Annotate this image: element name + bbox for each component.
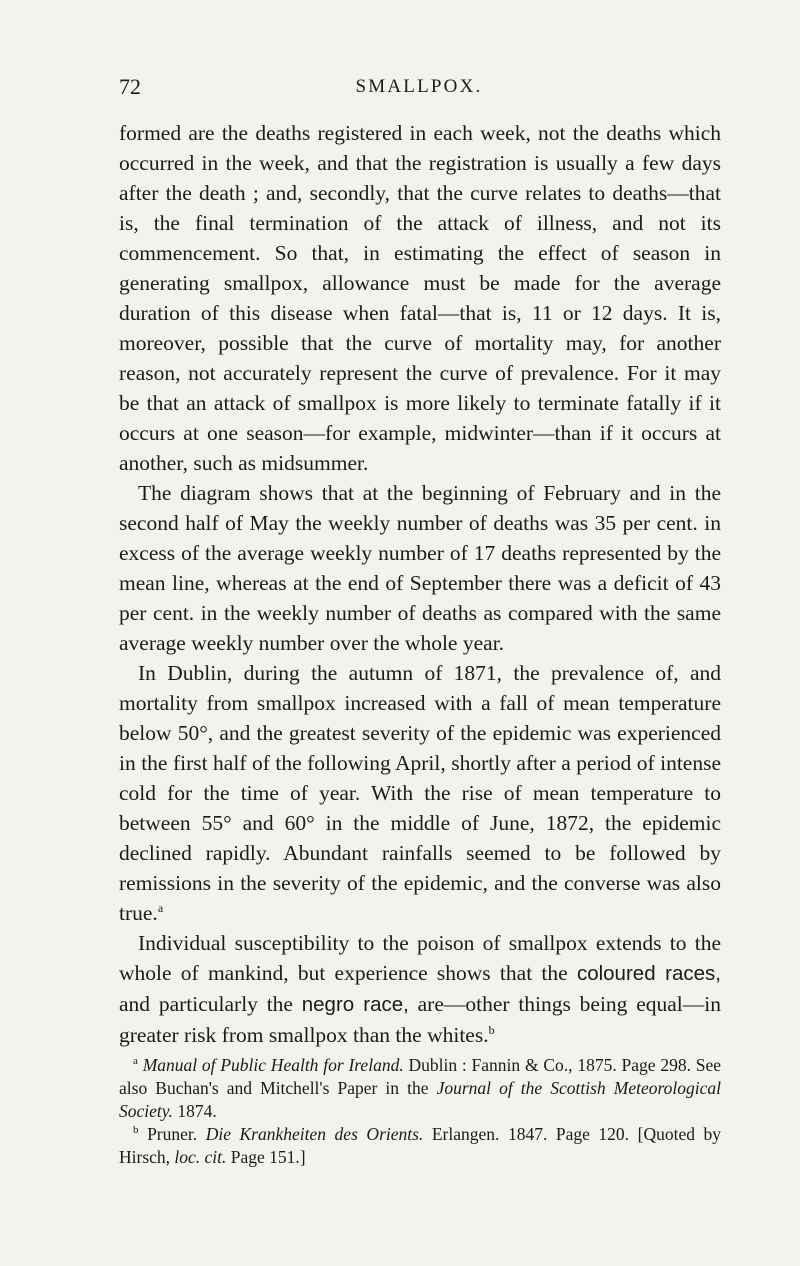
footnote-ref: b (488, 1022, 495, 1037)
footnote-marker: a (133, 1055, 138, 1068)
footnote-text: 1874. (172, 1101, 217, 1121)
emphasis-text: coloured races, (576, 962, 721, 985)
paragraph-text: Individual susceptibility to the poison of smallpox extends to the whole of mankind, but experience shows that the (119, 931, 721, 985)
paragraph-text: In Dublin, during the autumn of 1871, the prevalence of, and mortality from smallpox increased with a fall of mean temperature below 50°, and the greatest severity of the epidemic was experienced in the first half of the following April, shortly after a period of intense cold for the time of year. With the rise of mean temperature to between 55° and 60° in the middle of June, 1872, the epidemic declined rapidly. Abundant rainfalls seemed to be followed by remissions in the severity of the epidemic, and the converse was also true. (119, 661, 721, 925)
paragraph-text: The diagram shows that at the beginning of February and in the second half of May the weekly number of deaths was 35 per cent. in excess of the average weekly number of 17 deaths represented by the mean line, whereas at the end of September there was a deficit of 43 per cent. in the weekly number of deaths as compared with the same average weekly number over the whole year. (119, 481, 721, 655)
footnote (119, 1123, 721, 1169)
footnote-marker: b (133, 1124, 139, 1137)
footnote-text: Erlangen. 1847. Page 120. [Quoted by Hirsch, (119, 1124, 722, 1167)
paragraph (119, 928, 721, 1050)
emphasis-text: negro race, (301, 993, 409, 1016)
paragraph-text: are—other things being equal—in greater risk from smallpox than the whites. (119, 992, 721, 1047)
footnote (119, 1054, 721, 1123)
footnote-text: Pruner. (147, 1124, 206, 1144)
paragraph (119, 118, 721, 478)
footnote-title: loc. cit. (174, 1147, 227, 1167)
paragraph (119, 658, 721, 928)
footnote-text: Dublin : Fannin & Co., 1875. Page 298. See also Buchan's and Mitchell's Paper in the (119, 1055, 722, 1098)
page-number: 72 (119, 74, 141, 99)
footnote-ref: a (157, 900, 164, 915)
paragraph-text: formed are the deaths registered in each week, not the deaths which occurred in the week, and that the registration is usually a few days after the death ; and, secondly, that the curve relates to deaths—that is, the final termination of the attack of illness, and not its commencement. So that, in estimating the effect of season in generating smallpox, allowance must be made for the average duration of this disease when fatal—that is, 11 or 12 days. It is, moreover, possible that the curve of mortality may, for another reason, not accurately represent the curve of prevalence. For it may be that an attack of smallpox is more likely to terminate fatally if it occurs at one season—for example, midwinter—than if it occurs at another, such as midsummer. (119, 121, 721, 475)
footnote-title: Journal of the Scottish Meteorological Society. (119, 1078, 721, 1121)
body-text (119, 118, 721, 1169)
paragraph (119, 478, 721, 658)
footnote-title: Die Krankheiten des Orients. (205, 1124, 424, 1144)
running-title: SMALLPOX. (355, 76, 483, 97)
footnote-title: Manual of Public Health for Ireland. (142, 1055, 404, 1075)
page-header (119, 74, 719, 104)
footnotes (119, 1054, 721, 1169)
footnote-text: Page 151.] (226, 1147, 306, 1167)
paragraph-text: and particularly the (119, 992, 302, 1016)
